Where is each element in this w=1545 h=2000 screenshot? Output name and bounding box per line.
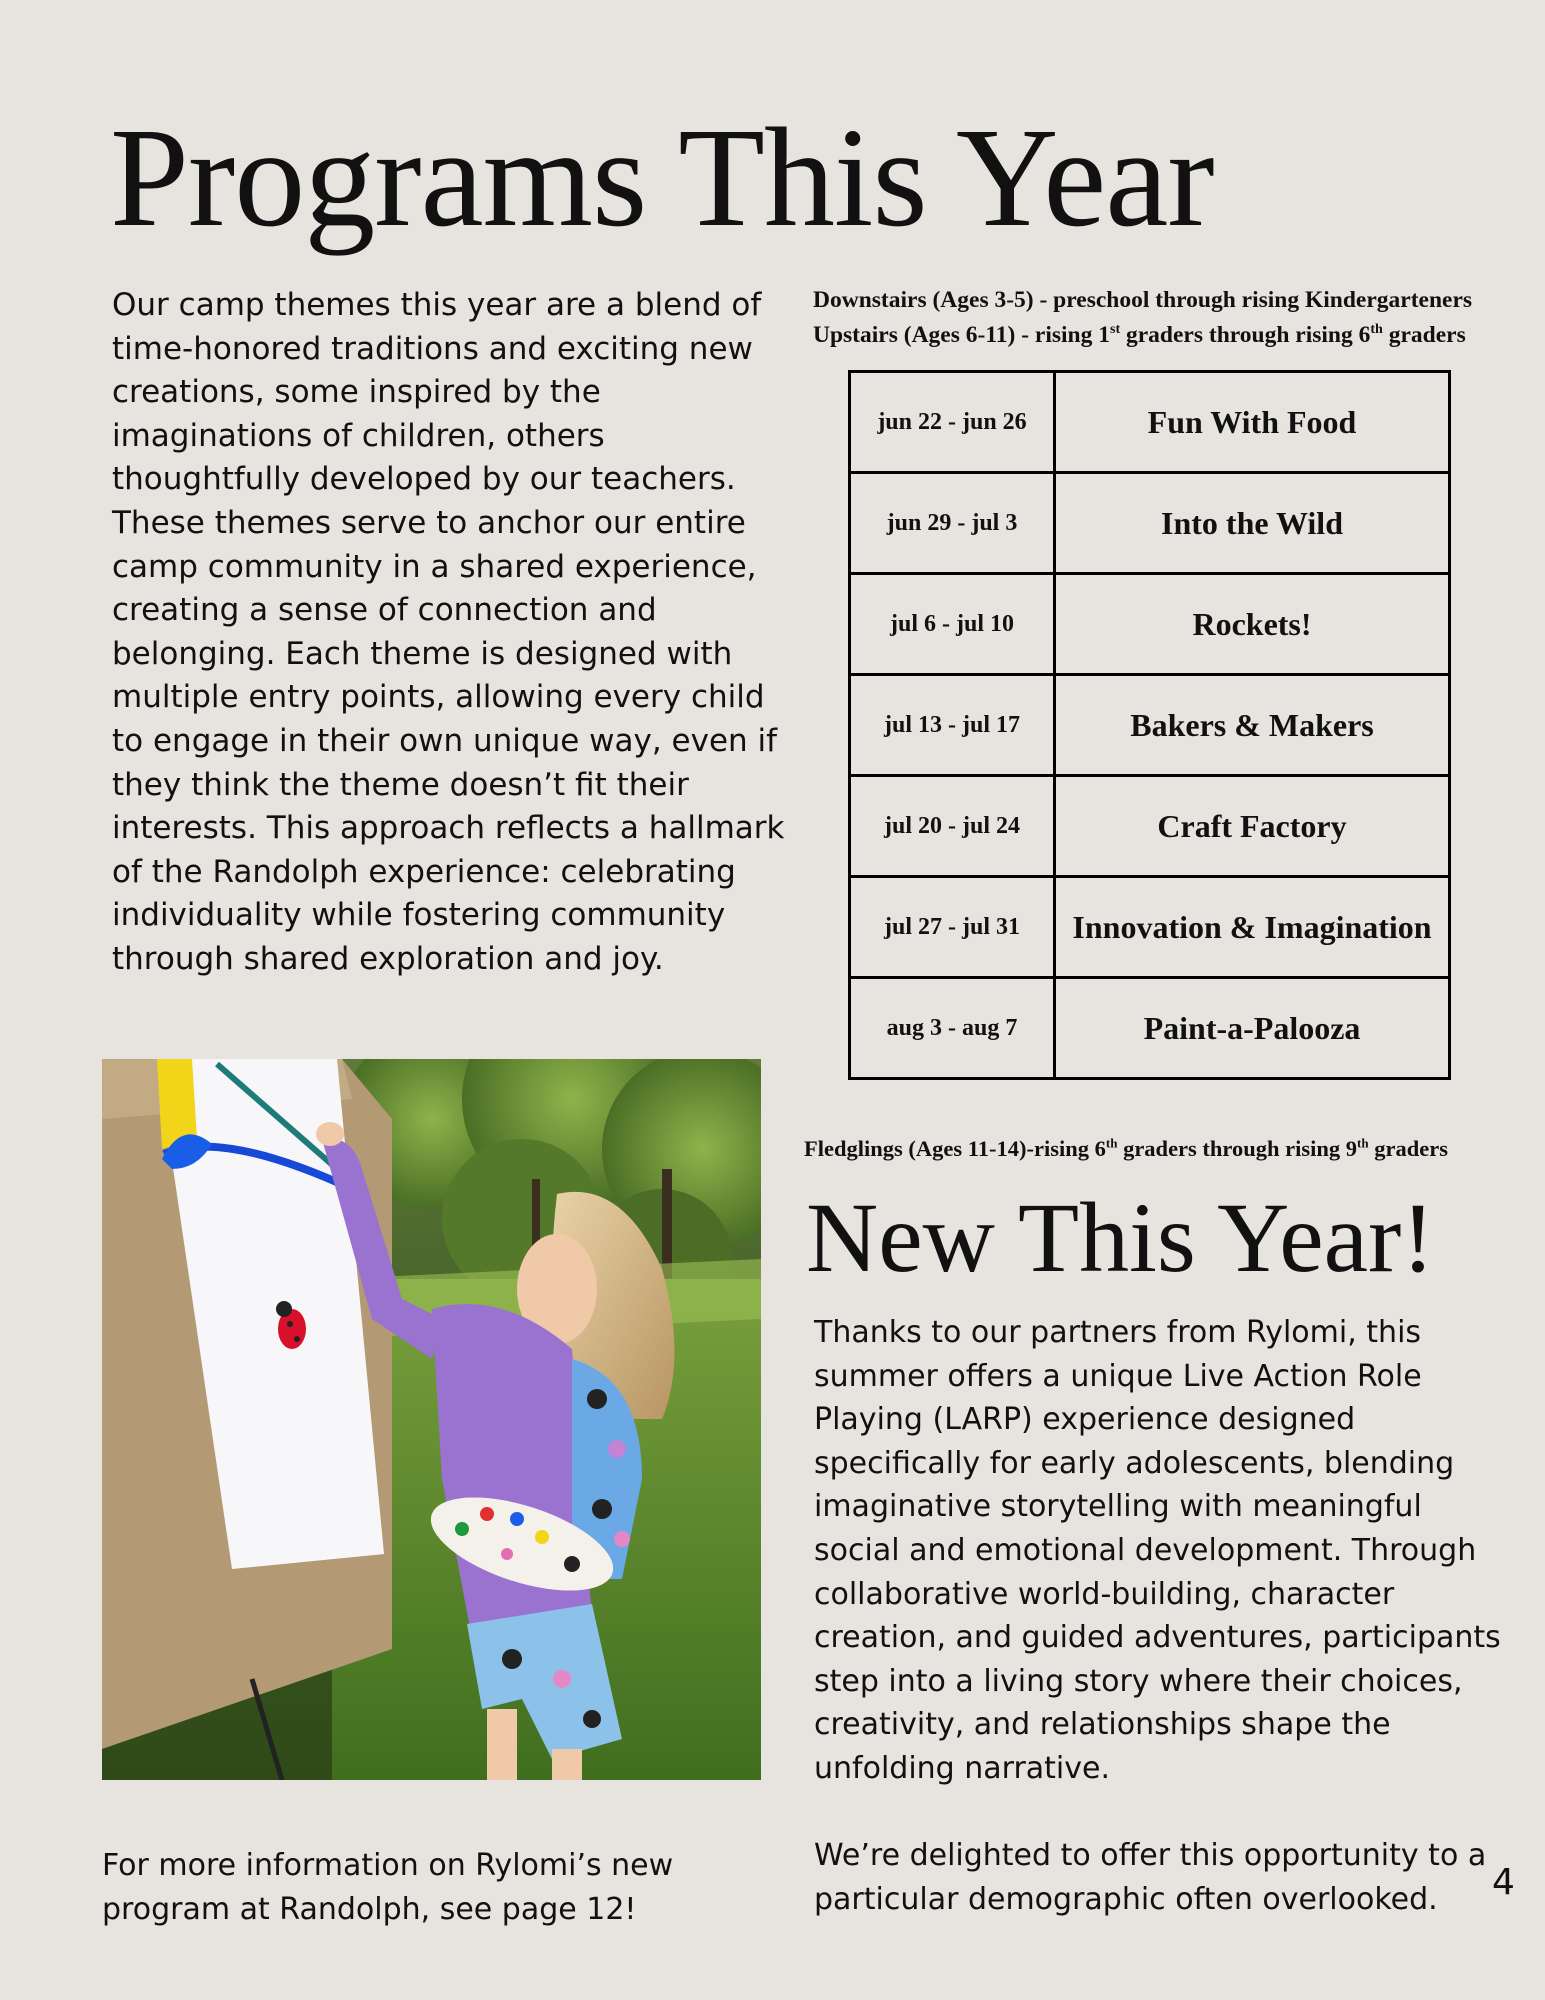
fledglings-sup-b: th — [1357, 1135, 1369, 1151]
week-theme: Innovation & Imagination — [1055, 877, 1450, 978]
page-title: Programs This Year — [110, 98, 1214, 256]
week-dates: aug 3 - aug 7 — [850, 978, 1055, 1079]
page-number: 4 — [1492, 1862, 1515, 1903]
schedule-table — [848, 370, 1451, 1080]
week-theme: Craft Factory — [1055, 776, 1450, 877]
new-this-year-body: Thanks to our partners from Rylomi, this summer offers a unique Live Action Role Playing (LARP) experience designed specifically for early adolescents, blending imaginative storytelling with meaningful social and emotional development. Through collaborative world-building, character creation, and guided adventures, participants step into a living story where their choices, creativity, and relationships shape the unfolding narrative. — [814, 1315, 1501, 1786]
week-dates: jun 29 - jul 3 — [850, 473, 1055, 574]
table-row — [850, 372, 1450, 473]
week-dates: jul 13 - jul 17 — [850, 675, 1055, 776]
week-dates: jul 27 - jul 31 — [850, 877, 1055, 978]
fledglings-text-a: Fledglings (Ages 11-14)-rising 6 — [804, 1136, 1106, 1161]
upstairs-text-a: Upstairs (Ages 6-11) - rising 1 — [813, 322, 1110, 348]
upstairs-sup-b: th — [1370, 322, 1383, 338]
fledglings-text-c: graders — [1368, 1136, 1448, 1161]
week-dates: jun 22 - jun 26 — [850, 372, 1055, 473]
camp-photo — [102, 1059, 761, 1780]
new-this-year-closing: We’re delighted to offer this opportunity to a particular demographic often overlooked. — [814, 1838, 1487, 1917]
table-row — [850, 776, 1450, 877]
week-theme: Rockets! — [1055, 574, 1450, 675]
table-row — [850, 574, 1450, 675]
table-row — [850, 877, 1450, 978]
week-theme: Paint-a-Palooza — [1055, 978, 1450, 1079]
week-theme: Into the Wild — [1055, 473, 1450, 574]
table-row — [850, 978, 1450, 1079]
week-theme: Fun With Food — [1055, 372, 1450, 473]
week-dates: jul 6 - jul 10 — [850, 574, 1055, 675]
more-info-note: For more information on Rylomi’s new program at Randolph, see page 12! — [102, 1848, 674, 1927]
intro-paragraph: Our camp themes this year are a blend of time-honored traditions and exciting new creations, some inspired by the imaginations of children, others thoughtfully developed by our teachers. These themes serve to anchor our entire camp community in a shared experience, creating a sense of connection and belonging. Each theme is designed with multiple entry points, allowing every child to engage in their own unique way, even if they think the theme doesn’t fit their interests. This approach reflects a hallmark of the Randolph experience: celebrating individuality while fostering community through shared exploration and joy. — [112, 287, 785, 977]
fledglings-text-b: graders through rising 9 — [1117, 1136, 1358, 1161]
week-dates: jul 20 - jul 24 — [850, 776, 1055, 877]
new-this-year-heading: New This Year! — [806, 1182, 1435, 1293]
downstairs-group: Downstairs (Ages 3-5) - preschool through rising Kindergarteners — [813, 287, 1473, 313]
fledglings-sup-a: th — [1105, 1135, 1118, 1151]
child-painting-image — [102, 1059, 761, 1780]
fledglings-group — [804, 1136, 1448, 1162]
age-groups — [813, 283, 1513, 353]
upstairs-group — [813, 318, 1513, 353]
table-row — [850, 675, 1450, 776]
upstairs-text-b: graders through rising 6 — [1120, 322, 1371, 348]
upstairs-text-c: graders — [1382, 322, 1466, 348]
table-row — [850, 473, 1450, 574]
upstairs-sup-a: st — [1110, 322, 1121, 338]
week-theme: Bakers & Makers — [1055, 675, 1450, 776]
